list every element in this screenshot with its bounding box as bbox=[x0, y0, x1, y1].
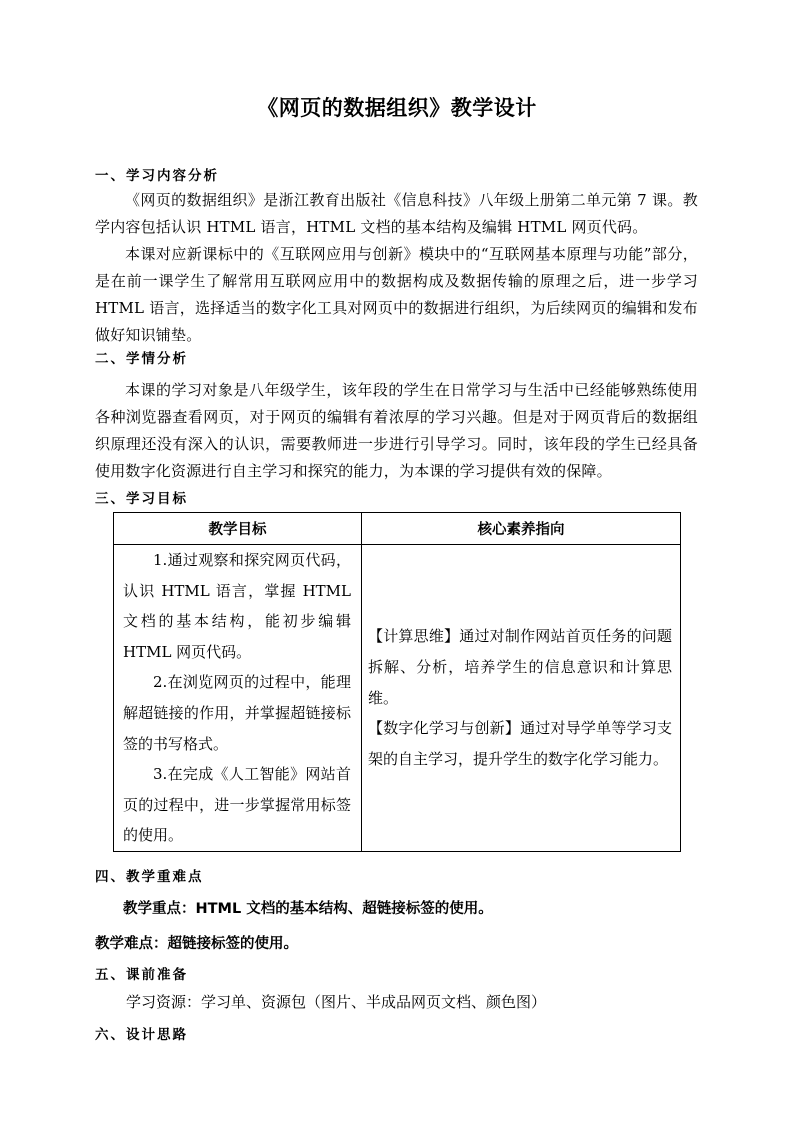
competency-item: 【计算思维】通过对制作网站首页任务的问题拆解、分析，培养学生的信息意识和计算思维。 bbox=[368, 627, 672, 707]
table-row bbox=[114, 545, 681, 852]
goal-item: 1.通过观察和探究网页代码，认识 HTML 语言，掌握 HTML 文档的基本结构，能初步编辑 HTML 网页代码。 bbox=[123, 551, 351, 661]
resources-text: 学习资源：学习单、资源包（图片、半成品网页文档、颜色图） bbox=[126, 993, 547, 1011]
section-heading-key-points: 四、教学重难点 bbox=[95, 869, 204, 885]
goal-item: 2.在浏览网页的过程中，能理解超链接的作用，并掌握超链接标签的书写格式。 bbox=[123, 673, 351, 753]
goal-item: 3.在完成《人工智能》网站首页的过程中，进一步掌握常用标签的使用。 bbox=[123, 765, 351, 845]
difficulty-text: 教学难点：超链接标签的使用。 bbox=[95, 936, 298, 952]
competency-item: 【数字化学习与创新】通过对导学单等学习支架的自主学习，提升学生的数字化学习能力。 bbox=[368, 719, 672, 768]
goals-cell bbox=[114, 545, 362, 852]
competencies-cell bbox=[362, 545, 681, 852]
paragraph-content-intro: 《网页的数据组织》是浙江教育出版社《信息科技》八年级上册第二单元第 7 课。教学内容包括认识 HTML 语言，HTML 文档的基本结构及编辑 HTML 网页代码。 bbox=[95, 191, 698, 236]
section-heading-student-analysis: 二、学情分析 bbox=[95, 351, 188, 367]
table-header-row bbox=[114, 513, 681, 545]
document-title: 《网页的数据组织》教学设计 bbox=[257, 96, 537, 120]
table-header-competencies: 核心素养指向 bbox=[362, 513, 681, 545]
table-header-goals: 教学目标 bbox=[114, 513, 362, 545]
paragraph-student-analysis: 本课的学习对象是八年级学生，该年段的学生在日常学习与生活中已经能够熟练使用各种浏览器查看网页，对于网页的编辑有着浓厚的学习兴趣。但是对于网页背后的数据组织原理还没有深入的认识，需要教师进一步进行引导学习。同时，该年段的学生已经具备使用数字化资源进行自主学习和探究的能力，为本课的学习提供有效的保障。 bbox=[95, 381, 698, 480]
section-heading-preparation: 五、课前准备 bbox=[95, 967, 188, 983]
section-heading-content-analysis: 一、学习内容分析 bbox=[95, 168, 219, 184]
section-heading-design-idea: 六、设计思路 bbox=[95, 1027, 188, 1043]
objectives-table bbox=[113, 512, 681, 852]
paragraph-curriculum-standard: 本课对应新课标中的《互联网应用与创新》模块中的“互联网基本原理与功能”部分，是在前一课学生了解常用互联网应用中的数据构成及数据传输的原理之后，进一步学习 HTML 语言，选择适当的数字化工具对网页中的数据进行组织，为后续网页的编辑和发布做好知识铺垫。 bbox=[95, 245, 698, 344]
key-point-text: 教学重点：HTML 文档的基本结构、超链接标签的使用。 bbox=[123, 901, 493, 917]
section-heading-learning-objectives: 三、学习目标 bbox=[95, 491, 188, 507]
